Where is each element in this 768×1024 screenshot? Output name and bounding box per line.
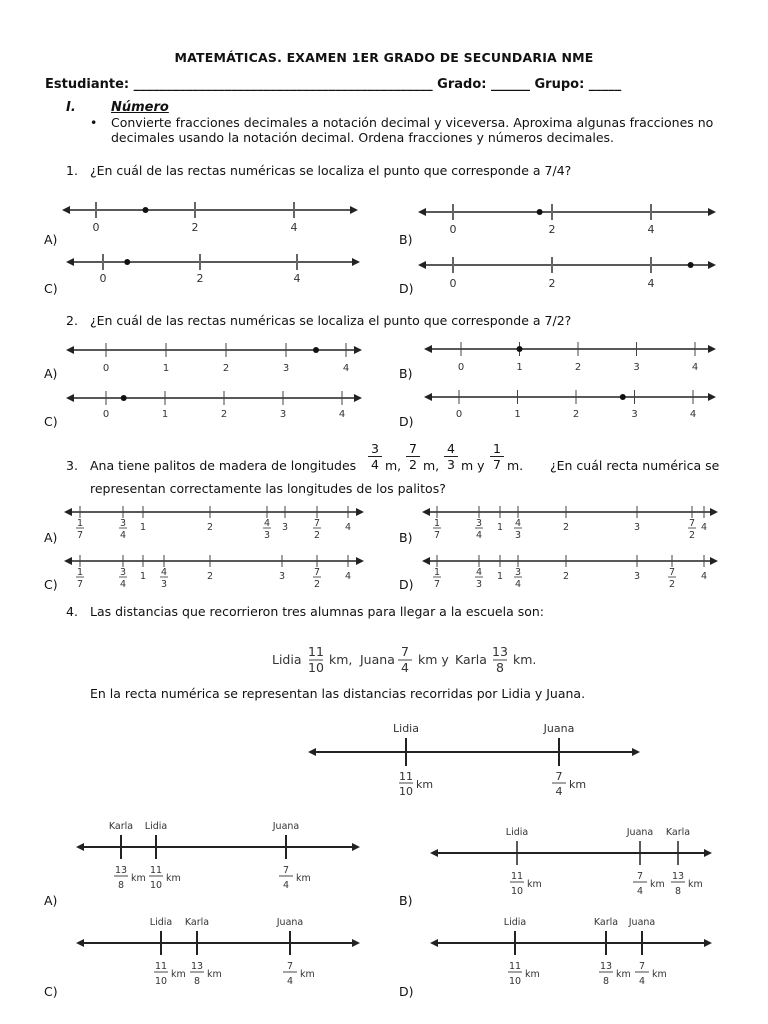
unit-km: km: [296, 873, 311, 884]
tick-label: 0: [449, 277, 457, 290]
tick-value: 4: [344, 571, 352, 582]
tick-label: 4: [647, 277, 655, 290]
tick-label: 2: [548, 277, 556, 290]
tick-label: 1: [162, 363, 170, 374]
unit-km: km: [527, 879, 542, 890]
tick-value: 3: [633, 571, 641, 582]
section-number: I.: [66, 100, 76, 115]
tick-denominator: 3: [514, 530, 522, 541]
distance-denominator: 10: [508, 976, 522, 987]
formula-denominator: 10: [308, 660, 324, 675]
distance-denominator: 4: [636, 886, 644, 897]
name-label-lidia: Lidia: [505, 827, 529, 838]
tick-value: 4: [700, 522, 708, 533]
tick-value: 3: [278, 571, 286, 582]
q4-option-d-label: D): [399, 984, 414, 999]
question-4-text-2: En la recta numérica se representan las distancias recorridas por Lidia y Juana.: [90, 686, 586, 701]
fraction-denominator: 7: [493, 457, 501, 472]
tick-denominator: 2: [688, 530, 696, 541]
tick-denominator: 4: [119, 530, 127, 541]
tick-numerator: 7: [668, 567, 676, 578]
formula-numerator: 7: [401, 644, 409, 659]
q2-option-a-label: A): [44, 366, 58, 381]
tick-numerator: 4: [475, 567, 483, 578]
tick-label: 2: [574, 362, 582, 373]
tick-label: 1: [516, 362, 523, 373]
tick-denominator: 3: [263, 530, 271, 541]
tick-numerator: 1: [76, 567, 84, 578]
tick-label: 2: [196, 272, 204, 285]
q2-option-c-label: C): [44, 414, 58, 429]
unit-km: km: [207, 969, 222, 980]
question-4-number: 4.: [66, 604, 78, 619]
distance-denominator: 8: [602, 976, 610, 987]
tick-value: 4: [344, 522, 352, 533]
tick-label: 0: [457, 362, 465, 373]
student-info-line: Estudiante: ______________________________________________ Grado: ______ Grupo: _____: [45, 77, 622, 92]
unit-km: km: [616, 969, 631, 980]
distance-numerator: 11: [399, 770, 413, 783]
tick-label: 4: [293, 272, 301, 285]
distance-denominator: 4: [555, 785, 563, 798]
tick-label: 0: [449, 223, 457, 236]
distance-denominator: 4: [282, 880, 290, 891]
formula-numerator: 11: [308, 644, 324, 659]
q1-option-a-label: A): [44, 232, 58, 247]
unit-km: km: [688, 879, 703, 890]
fraction-numerator: 3: [368, 441, 382, 457]
tick-denominator: 2: [313, 530, 321, 541]
exam-title: MATEMÁTICAS. EXAMEN 1ER GRADO DE SECUNDARIA NME: [174, 50, 594, 65]
tick-denominator: 3: [475, 579, 483, 590]
fraction-unit: m.: [507, 458, 524, 473]
distance-numerator: 11: [510, 871, 524, 882]
q4-option-a-label: A): [44, 893, 58, 908]
name-label-karla: Karla: [108, 821, 134, 832]
unit-km: km: [569, 778, 587, 791]
tick-numerator: 4: [160, 567, 168, 578]
q2-option-b-label: B): [399, 366, 413, 381]
unit-km: km: [416, 778, 434, 791]
distance-denominator: 8: [674, 886, 682, 897]
distance-numerator: 13: [190, 961, 204, 972]
formula-numerator: 13: [492, 644, 508, 659]
tick-label: 4: [691, 362, 699, 373]
unit-km: km: [652, 969, 667, 980]
unit-km: km: [300, 969, 315, 980]
tick-label: 2: [222, 363, 230, 374]
question-3-text-start: Ana tiene palitos de madera de longitudes: [90, 458, 357, 473]
tick-value: 3: [281, 522, 289, 533]
distance-denominator: 10: [399, 785, 413, 798]
tick-denominator: 7: [76, 579, 84, 590]
name-label-juana: Juana: [626, 827, 654, 838]
distance-numerator: 7: [555, 770, 563, 783]
tick-value: 2: [562, 571, 570, 582]
formula-km: km y: [418, 652, 449, 667]
tick-numerator: 4: [263, 518, 271, 529]
formula-karla: Karla: [455, 652, 487, 667]
fraction-unit: m,: [385, 458, 402, 473]
tick-label: 0: [102, 409, 110, 420]
distance-denominator: 10: [510, 886, 524, 897]
q1-option-d-label: D): [399, 281, 414, 296]
question-4-text: Las distancias que recorrieron tres alumnas para llegar a la escuela son:: [90, 604, 545, 619]
question-1-text: ¿En cuál de las rectas numéricas se localiza el punto que corresponde a 7/4?: [90, 163, 572, 178]
tick-denominator: 4: [119, 579, 127, 590]
tick-label: 2: [572, 409, 580, 420]
q3-option-b-label: B): [399, 530, 413, 545]
q3-option-c-label: C): [44, 577, 58, 592]
distance-numerator: 13: [599, 961, 613, 972]
name-label-lidia: Lidia: [144, 821, 168, 832]
name-label-lidia: Lidia: [393, 722, 419, 735]
distance-denominator: 8: [117, 880, 125, 891]
fraction-unit: m,: [423, 458, 440, 473]
tick-label: 1: [514, 409, 521, 420]
name-label-juana: Juana: [272, 821, 300, 832]
tick-denominator: 7: [433, 579, 441, 590]
tick-value: 2: [206, 522, 214, 533]
tick-label: 3: [631, 409, 638, 420]
q3-option-d-label: D): [399, 577, 414, 592]
distance-denominator: 4: [286, 976, 294, 987]
question-2-number: 2.: [66, 313, 78, 328]
tick-value: 3: [633, 522, 641, 533]
formula-lidia: Lidia: [272, 652, 302, 667]
formula-km: km,: [329, 652, 353, 667]
tick-value: 2: [206, 571, 214, 582]
tick-label: 3: [282, 363, 290, 374]
tick-label: 2: [548, 223, 556, 236]
unit-km: km: [650, 879, 665, 890]
fraction-numerator: 7: [406, 441, 420, 457]
tick-value: 1: [496, 522, 504, 533]
tick-numerator: 3: [119, 567, 127, 578]
tick-denominator: 7: [76, 530, 84, 541]
tick-label: 3: [633, 362, 640, 373]
section-description: Convierte fracciones decimales a notación decimal y viceversa. Aproxima algunas fracciones no decimales usando la notación decimal. Ordena fracciones y números decimales.: [111, 115, 714, 145]
distance-numerator: 11: [149, 865, 163, 876]
fraction-numerator: 1: [490, 441, 504, 457]
tick-label: 2: [220, 409, 228, 420]
distance-numerator: 7: [282, 865, 290, 876]
tick-label: 0: [455, 409, 463, 420]
distance-numerator: 11: [508, 961, 522, 972]
tick-denominator: 2: [668, 579, 676, 590]
tick-label: 0: [92, 221, 100, 234]
q3-option-a-label: A): [44, 530, 58, 545]
tick-label: 4: [342, 363, 350, 374]
tick-numerator: 1: [433, 518, 441, 529]
tick-denominator: 4: [475, 530, 483, 541]
fraction-unit: m y: [461, 458, 485, 473]
formula-denominator: 8: [496, 660, 504, 675]
bullet-icon: •: [90, 115, 98, 130]
tick-label: 2: [191, 221, 199, 234]
name-label-lidia: Lidia: [503, 917, 527, 928]
tick-denominator: 4: [514, 579, 522, 590]
distance-denominator: 4: [638, 976, 646, 987]
distance-numerator: 13: [671, 871, 685, 882]
tick-label: 4: [647, 223, 655, 236]
name-label-karla: Karla: [184, 917, 210, 928]
fraction-denominator: 4: [371, 457, 379, 472]
distance-numerator: 11: [154, 961, 168, 972]
q4-option-b-label: B): [399, 893, 413, 908]
distance-numerator: 7: [636, 871, 644, 882]
tick-numerator: 7: [313, 518, 321, 529]
unit-km: km: [171, 969, 186, 980]
section-title: Número: [111, 100, 169, 115]
tick-denominator: 7: [433, 530, 441, 541]
tick-numerator: 7: [688, 518, 696, 529]
distance-denominator: 10: [154, 976, 168, 987]
question-3-number: 3.: [66, 458, 78, 473]
q2-option-d-label: D): [399, 414, 414, 429]
unit-km: km: [131, 873, 146, 884]
tick-numerator: 1: [433, 567, 441, 578]
tick-value: 1: [139, 522, 147, 533]
unit-km: km: [525, 969, 540, 980]
tick-value: 2: [562, 522, 570, 533]
tick-value: 1: [139, 571, 147, 582]
fraction-denominator: 2: [409, 457, 417, 472]
tick-label: 0: [102, 363, 110, 374]
q1-option-c-label: C): [44, 281, 58, 296]
unit-km: km: [166, 873, 181, 884]
distance-denominator: 8: [193, 976, 201, 987]
name-label-juana: Juana: [543, 722, 575, 735]
fraction-numerator: 4: [444, 441, 458, 457]
tick-label: 3: [279, 409, 287, 420]
distance-numerator: 7: [286, 961, 294, 972]
tick-numerator: 1: [76, 518, 84, 529]
tick-denominator: 2: [313, 579, 321, 590]
tick-denominator: 3: [160, 579, 168, 590]
formula-juana: Juana: [360, 652, 395, 667]
name-label-karla: Karla: [665, 827, 691, 838]
tick-label: 4: [689, 409, 697, 420]
fraction-denominator: 3: [447, 457, 455, 472]
question-3-text-end: ¿En cuál recta numérica se: [550, 458, 720, 473]
name-label-juana: Juana: [628, 917, 656, 928]
question-3-text-line2: representan correctamente las longitudes de los palitos?: [90, 481, 446, 496]
tick-numerator: 3: [514, 567, 522, 578]
tick-label: 4: [290, 221, 298, 234]
tick-value: 1: [496, 571, 504, 582]
tick-numerator: 7: [313, 567, 321, 578]
tick-label: 1: [161, 409, 169, 420]
distance-numerator: 7: [638, 961, 646, 972]
question-1-number: 1.: [66, 163, 78, 178]
question-2-text: ¿En cuál de las rectas numéricas se localiza el punto que corresponde a 7/2?: [90, 313, 572, 328]
distance-denominator: 10: [149, 880, 163, 891]
q4-option-c-label: C): [44, 984, 58, 999]
distance-numerator: 13: [114, 865, 128, 876]
name-label-juana: Juana: [276, 917, 304, 928]
tick-value: 4: [700, 571, 708, 582]
tick-numerator: 3: [475, 518, 483, 529]
tick-label: 0: [99, 272, 107, 285]
formula-km: km.: [513, 652, 537, 667]
name-label-karla: Karla: [593, 917, 619, 928]
name-label-lidia: Lidia: [149, 917, 173, 928]
tick-numerator: 3: [119, 518, 127, 529]
formula-denominator: 4: [401, 660, 409, 675]
tick-numerator: 4: [514, 518, 522, 529]
tick-label: 4: [338, 409, 346, 420]
q1-option-b-label: B): [399, 232, 413, 247]
